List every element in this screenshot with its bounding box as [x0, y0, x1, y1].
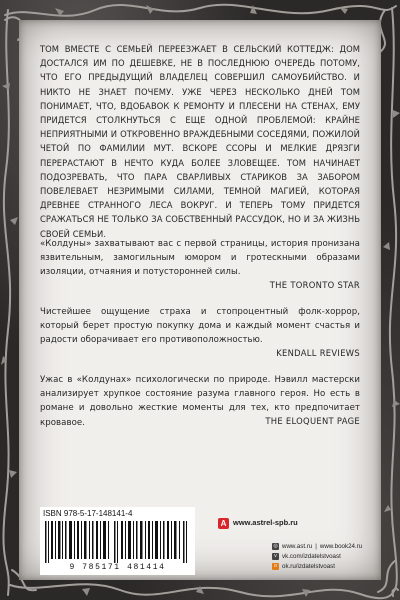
vk-icon: v — [272, 553, 279, 560]
contact-vk: vk.com/izdatelstvoast — [282, 552, 341, 560]
contact-ok: ok.ru/izdatelstvoast — [282, 562, 335, 570]
contact-row-sites: ◎ www.ast.ru | www.book24.ru — [273, 542, 363, 550]
publisher-logo-icon: A — [218, 518, 229, 529]
review-quote-2: Чистейшее ощущение страха и стопроцентный фолк-хоррор, который берет простую покупку дома и каждый момент счастья и радости оборачивает его противоположностью. — [40, 307, 360, 346]
isbn-label: ISBN 978-5-17-148141-4 — [43, 509, 133, 518]
review-quote-1: «Колдуны» захватывают вас с первой страницы, история пронизана язвительным, замогильным юмором и гротескными образами изоляции, отчаяния и потусторонней силы. — [40, 239, 360, 278]
isbn-barcode-block — [40, 507, 195, 575]
globe-icon: ◎ — [273, 542, 278, 549]
review-source-2: KENDALL REVIEWS — [276, 348, 360, 358]
publisher-site: www.astrel-spb.ru — [233, 518, 298, 527]
contact-row-ok — [272, 561, 362, 571]
review-source-3: THE ELOQUENT PAGE — [265, 416, 360, 426]
contact-site-ast: www.ast.ru — [282, 542, 313, 550]
barcode-number: 9 785171 481414 — [69, 563, 166, 572]
book-description: ТОМ ВМЕСТЕ С СЕМЬЕЙ ПЕРЕЕЗЖАЕТ В СЕЛЬСКИЙ КОТТЕДЖ: ДОМ ДОСТАЛСЯ ИМ ПО ДЕШЕВКЕ, НЕ В ПОСЛЕДНЮЮ ОЧЕРЕДЬ ПОТОМУ, ЧТО ЕГО ПРЕДЫДУЩИЙ ВЛАДЕЛЕЦ СОВЕРШИЛ САМОУБИЙСТВО. И НИКТО НЕ ЗНАЕТ ПОЧЕМУ. УЖЕ ЧЕРЕЗ НЕСКОЛЬКО ДНЕЙ ТОМ ПОНИМАЕТ, ЧТО, ВДОБАВОК К РЕМОНТУ И ПЛЕСЕНИ НА СТЕНАХ, ЕМУ ПРИДЕТСЯ СТОЛКНУТЬСЯ С ЕЩЕ ОДНОЙ ПРОБЛЕМОЙ: КРАЙНЕ НЕПРИЯТНЫМИ И ОТКРОВЕННО ВРАЖДЕБНЫМИ СОСЕДЯМИ, ПОЖИЛОЙ ЧЕТОЙ ПО ФАМИЛИИ МУТ. ВСКОРЕ ССОРЫ И МЕЛКИЕ ДРЯЗГИ ПЕРЕРАСТАЮТ В НЕЧТО КУДА БОЛЕЕ ЗЛОВЕЩЕЕ. ТОМ НАЧИНАЕТ ПОДОЗРЕВАТЬ, ЧТО ПАРА СВАРЛИВЫХ СТАРИКОВ ЗА ЗАБОРОМ ПОВЕЛЕВАЕТ НЕЗРИМЫМИ СИЛАМИ, ТЕМНОЙ МАГИЕЙ, КОТОРАЯ ДРЕВНЕЕ СТРАННОГО ЛЕСА ВОКРУГ. И ТЕПЕРЬ ТОМУ ПРИДЕТСЯ СРАЖАТЬСЯ НЕ ТОЛЬКО ЗА СОБСТВЕННЫЙ РАССУДОК, НО И ЗА ЖИЗНЬ СВОЕЙ СЕМЬИ. — [40, 44, 360, 239]
review-quote-3: Ужас в «Колдунах» психологически по природе. Нэвилл мастерски анализирует хрупкое состояние разума главного героя. Но есть в романе и довольно жесткие моменты для тех, кто предпочитает кровавое. — [40, 375, 360, 428]
review-source-1: THE TORONTO STAR — [269, 280, 360, 290]
contact-site-book24: www.book24.ru — [319, 542, 363, 550]
contact-row-vk — [272, 551, 362, 561]
barcode-icon — [43, 521, 192, 563]
ok-icon: o — [272, 563, 279, 570]
publisher-contacts — [272, 541, 362, 571]
